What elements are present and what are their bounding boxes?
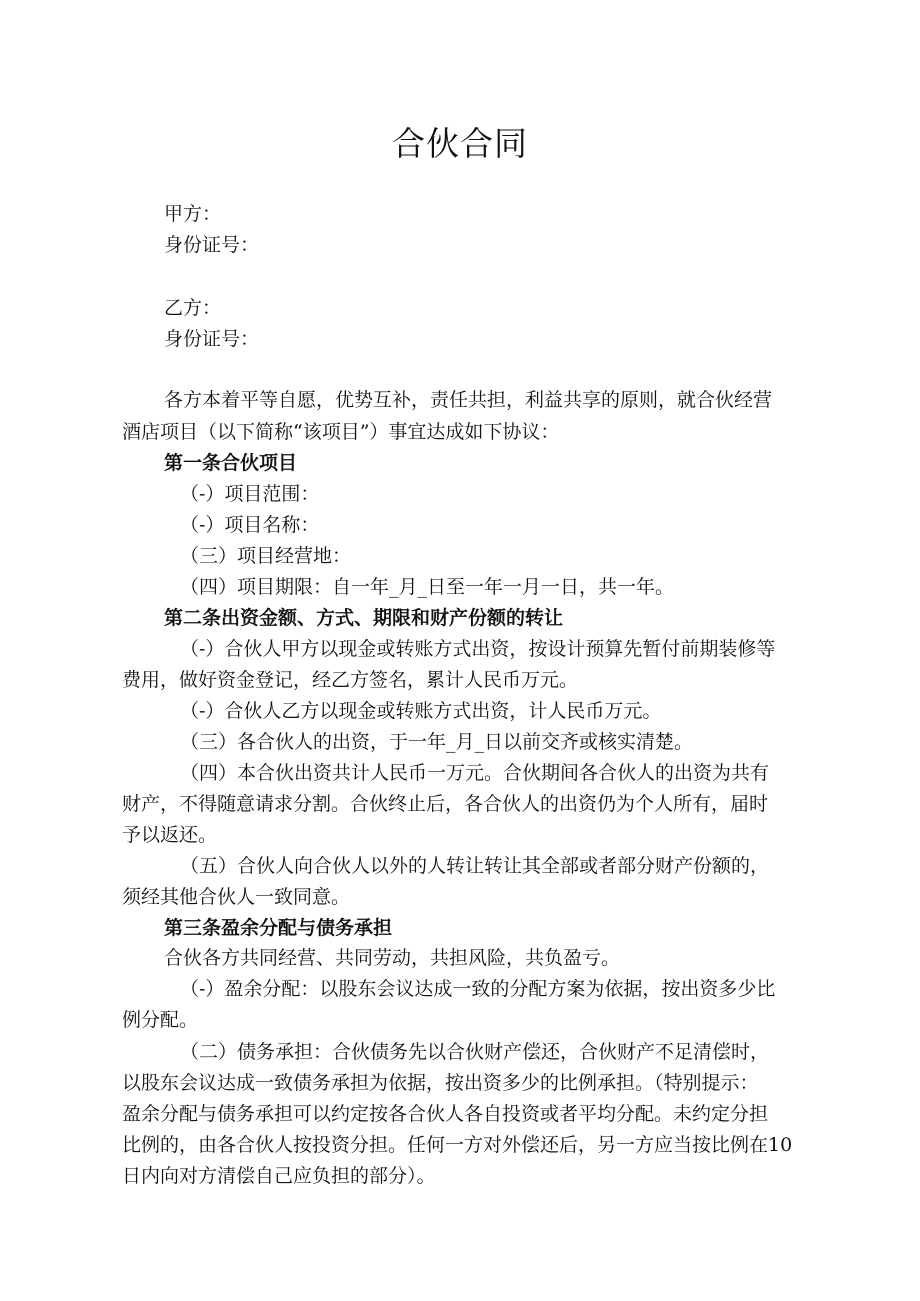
article-2-line: 费用，做好资金登记，经乙方签名，累计人民币万元。 [122, 669, 579, 691]
article-2-line: （三）各合伙人的出资，于一年_月_日以前交齐或核实清楚。 [180, 731, 694, 753]
article-3-line: 日内向对方清偿自己应负担的部分）。 [122, 1165, 436, 1187]
article-2-heading: 第二条出资金额、方式、期限和财产份额的转让 [164, 607, 564, 629]
article-3-line: （二）债务承担：合伙债务先以合伙财产偿还，合伙财产不足清偿时， [180, 1041, 770, 1063]
article-3-line: 合伙各方共同经营、共同劳动，共担风险，共负盈亏。 [164, 947, 621, 969]
party-a-label: 甲方： [164, 203, 222, 225]
article-2-line: （-）合伙人乙方以现金或转账方式出资，计人民币万元。 [180, 700, 662, 722]
article-1-heading: 第一条合伙项目 [164, 452, 298, 474]
article-3-line: 盈余分配与债务承担可以约定按各合伙人各自投资或者平均分配。未约定分担 [122, 1103, 769, 1125]
article-3-line: （-）盈余分配：以股东会议达成一致的分配方案为依据，按出资多少比 [180, 978, 776, 1000]
article-3-line: 例分配。 [122, 1009, 199, 1031]
article-1-item: （-）项目范围： [180, 483, 320, 505]
article-2-line: （-）合伙人甲方以现金或转账方式出资，按设计预算先暂付前期装修等 [180, 638, 776, 660]
article-3-heading: 第三条盈余分配与债务承担 [164, 917, 393, 939]
article-1-item: （三）项目经营地： [180, 545, 352, 567]
party-a-id-label: 身份证号： [164, 234, 260, 256]
article-2-line: 须经其他合伙人一致同意。 [122, 886, 351, 908]
article-2-line: 予以返还。 [122, 824, 218, 846]
article-2-line: （四）本合伙出资共计人民币一万元。合伙期间各合伙人的出资为共有 [180, 762, 770, 784]
party-b-id-label: 身份证号： [164, 328, 260, 350]
party-b-label: 乙方： [164, 297, 222, 319]
article-2-line: 财产，不得随意请求分割。合伙终止后，各合伙人的出资仍为个人所有，届时 [122, 793, 769, 815]
article-2-line: （五）合伙人向合伙人以外的人转让转让其全部或者部分财产份额的， [180, 855, 770, 877]
intro-line: 酒店项目（以下简称“该项目”）事宜达成如下协议： [122, 421, 560, 443]
article-1-item: （四）项目期限：自一年_月_日至一年一月一日，共一年。 [180, 576, 675, 598]
article-3-line: 比例的，由各合伙人按投资分担。任何一方对外偿还后，另一方应当按比例在10 [122, 1134, 793, 1156]
document-title: 合伙合同 [392, 124, 528, 163]
intro-line: 各方本着平等自愿，优势互补，责任共担，利益共享的原则，就合伙经营 [164, 389, 773, 411]
article-1-item: （-）项目名称： [180, 514, 320, 536]
article-3-line: 以股东会议达成一致债务承担为依据，按出资多少的比例承担。（特别提示： [122, 1072, 759, 1094]
